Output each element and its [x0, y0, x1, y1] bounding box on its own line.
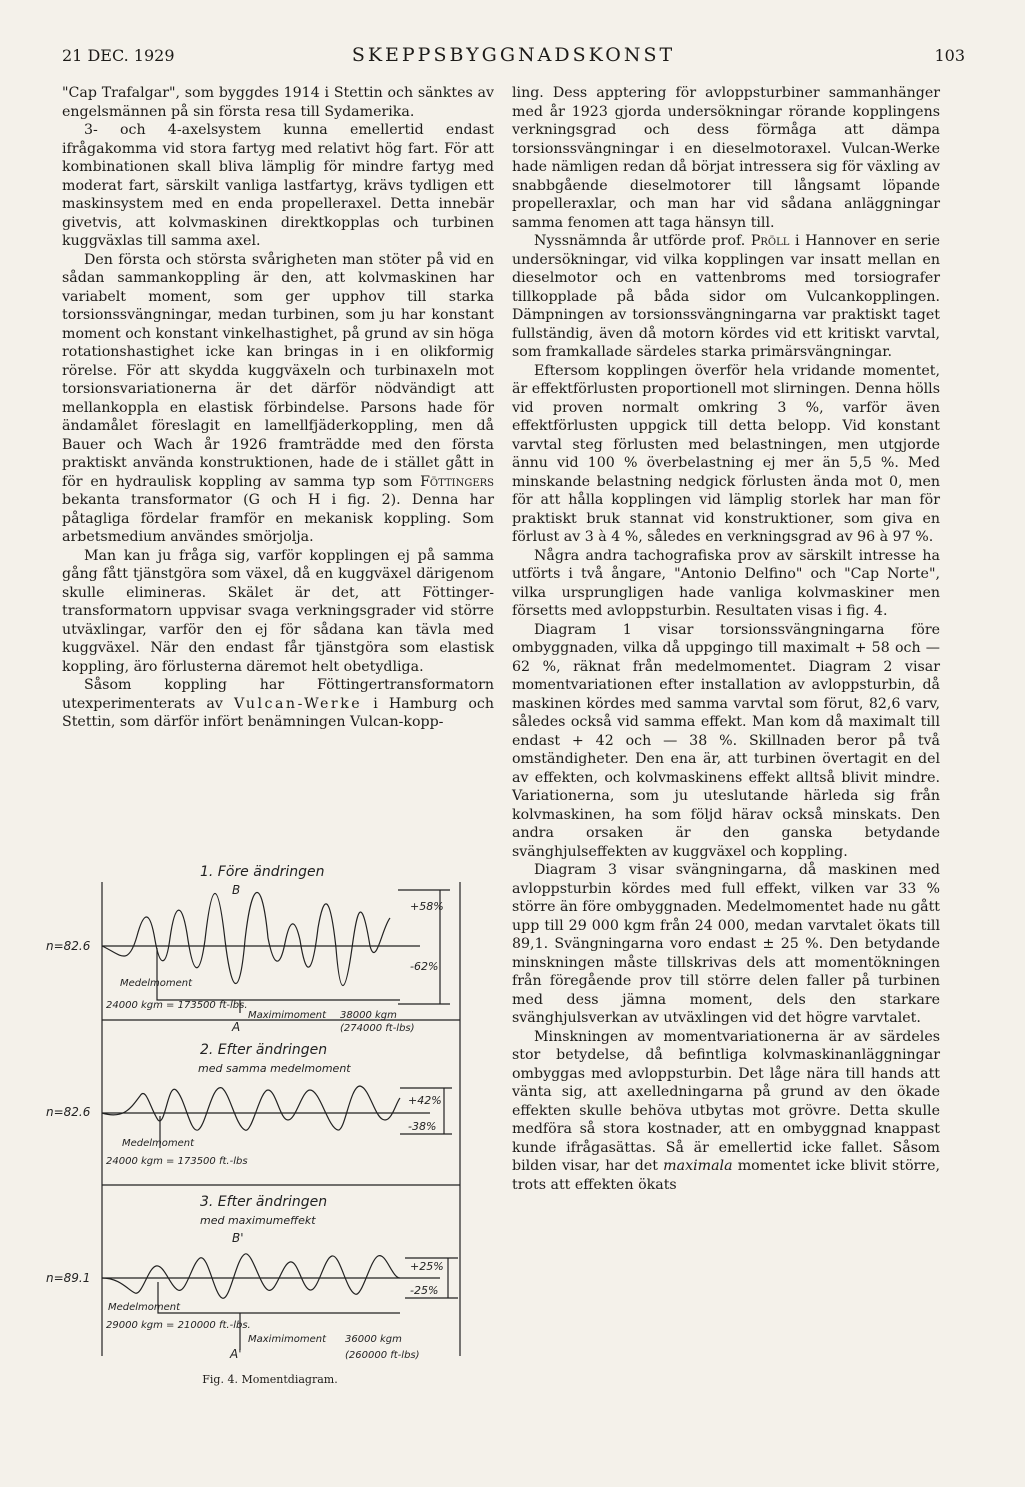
page-number: 103 [934, 46, 965, 65]
medel-value-3: 29000 kgm = 210000 ft.-lbs. [106, 1320, 251, 1331]
torque-curve-2 [102, 1086, 400, 1130]
medel-label-2: Medelmoment [122, 1138, 195, 1149]
company-name: Vulcan-Werke [234, 695, 363, 712]
medel-leader-1 [157, 948, 400, 1000]
max-ft-3: (260000 ft-lbs) [345, 1350, 420, 1361]
paragraph: Eftersom kopplingen överför hela vridande momentet, är effektförlusten proportionell mot slirningen. Denna hölls vid proven normalt omkring 3 %, varför även effektförlusten uppgick till detta belopp. Vid konstant varvtal steg förlusten med belastningen, men utgjorde ännu vid 100 % överbelastning ej mer än 5,5 %. Med minskande belastning nedgick förlusten ända mot 0, men för att hålla kopplingen vid lämplig storlek har man för praktiskt bruk stannat vid konstruktioner, som giva en förlust av 3 à 4 %, således en verkningsgrad av 96 à 97 %. [512, 362, 940, 545]
paragraph: "Cap Trafalgar", som byggdes 1914 i Stettin och sänktes av engelsmännen på sin första resa till Sydamerika. [62, 85, 494, 120]
diagram-1-title: 1. Före ändringen [200, 864, 325, 880]
paragraph [512, 232, 940, 362]
right-column [512, 84, 940, 1194]
diagram-3-title: 3. Efter ändringen [200, 1194, 328, 1210]
mark-b-prime: B' [232, 1231, 244, 1245]
torque-curve-1 [102, 892, 390, 985]
medel-label-3: Medelmoment [108, 1302, 181, 1313]
medel-value-2: 24000 kgm = 173500 ft.-lbs [106, 1156, 248, 1167]
paragraph-text: Såsom koppling har Föttingertransformatorn utexperimenterats av [62, 677, 494, 712]
emphasis: maximala [663, 1158, 733, 1174]
n-label-1: n=82.6 [46, 939, 91, 953]
paragraph-text: Den första och största svårigheten man stöter på vid en sådan sammankoppling är den, att kolvmaskinen har variabelt moment, som ger upphov till starka torsionssvängningar, medan turbinen, som ju har konstant moment och konstant vinkelhastighet, på grund av sin höga rotationshastighet icke kan bringas in i en olikformig rörelse. För att skydda kuggväxeln och turbinaxeln mot torsionsvariationerna är det därför nödvändigt att mellankoppla en elastisk förbindelse. Parsons hade för ändamålet föreslagit en lamellfjäderkoppling, men då Bauer och Wach år 1926 framträdde med den första praktiskt använda konstruktionen, hade de i stället gått in för en hydraulisk koppling av samma typ som [62, 251, 494, 490]
max-ft-1: (274000 ft-lbs) [340, 1023, 415, 1034]
mark-a: A [232, 1020, 241, 1034]
minus-pct-3: -25% [410, 1284, 439, 1297]
minus-pct-1: -62% [410, 960, 439, 973]
plus-pct-3: +25% [410, 1260, 444, 1273]
n-label-2: n=82.6 [46, 1105, 91, 1119]
paragraph: 3- och 4-axelsystem kunna emellertid endast ifrågakomma vid stora fartyg med relativt hög fart. För att kombinationen skall bliva lämplig för mindre fartyg med moderat fart, särskilt vanliga lastfartyg, krävs tydligen ett maskinsystem med en enda propelleraxel. Detta innebär givetvis, att kolvmaskinen direktkopplas och turbinen kuggväxlas till samma axel. [62, 122, 494, 249]
diagram-2-title: 2. Efter ändringen [200, 1042, 328, 1058]
journal-title: SKEPPSBYGGNADSKONST [351, 44, 676, 66]
max-value-3: 36000 kgm [345, 1334, 402, 1345]
paragraph-text: i Hamburg och Stettin, som därför infört benämningen Vulcan-kopp- [62, 695, 494, 730]
page-header [62, 44, 965, 72]
mark-b: B [232, 883, 241, 897]
plus-pct-1: +58% [410, 900, 444, 913]
paragraph [62, 676, 494, 732]
left-column [62, 84, 494, 732]
diagram-2-subtitle: med samma medelmoment [198, 1062, 351, 1075]
paragraph-text: momentet icke blivit större, trots att effekten ökats [512, 1158, 940, 1193]
mark-a-prime: A' [230, 1347, 242, 1361]
issue-date: 21 DEC. 1929 [62, 46, 175, 65]
max-value-1: 38000 kgm [340, 1010, 397, 1021]
paragraph: ling. Dess apptering för avloppsturbiner sammanhänger med år 1923 gjorda undersökningar rörande kopplingens verkningsgrad och dess förmåga att dämpa torsionssvängningar i en dieselmotoraxel. Vulcan-Werke hade nämligen redan då börjat intressera sig för växling av snabbgående dieselmotorer till långsamt löpande propelleraxlar, och man har vid sådana anläggningar samma fenomen att taga hänsyn till. [512, 85, 940, 231]
paragraph-text: Nyssnämnda år utförde prof. [534, 233, 751, 249]
paragraph: Diagram 1 visar torsionssvängningarna före ombyggnaden, vilka då uppgingo till maximalt + 58 och — 62 %, räknat från medelmomentet. Diagram 2 visar momentvariationen efter installation av avloppsturbin, då maskinen kördes med samma varvtal som förut, 82,6 varv, således också vid samma effekt. Man kom då maximalt till endast + 42 och — 38 %. Skillnaden beror på två omständigheter. Den ena är, att turbinen övertagit en del av effekten, och kolvmaskinens effekt alltså blivit mindre. Variationerna, som ju uteslutande härleda sig från kolvmaskinen, ha som följd härav också minskats. Den andra orsaken är den ganska betydande svänghjulseffekten av kuggväxel och koppling. [512, 621, 940, 860]
person-name: Föttingers [420, 473, 494, 490]
n-label-3: n=89.1 [46, 1271, 91, 1285]
max-label-3: Maximimoment [248, 1334, 326, 1345]
paragraph [62, 251, 494, 547]
paragraph: Man kan ju fråga sig, varför kopplingen ej på samma gång fått tjänstgöra som växel, då en kuggväxel därigenom skulle elimineras. Skälet är det, att Föttinger-transformatorn uppvisar svaga verkningsgrader vid större utväxlingar, varför den ej för sådana kan tävla med kuggväxel. När den endast får tjänstgöra som elastisk koppling, äro förlusterna däremot helt obetydliga. [62, 547, 494, 675]
paragraph-text: bekanta transformator (G och H i fig. 2). Denna har påtagliga fördelar framför en mekanisk koppling. Som arbetsmedium användes smörjolja. [62, 492, 494, 545]
paragraph-text: Minskningen av momentvariationerna är av särdeles stor betydelse, då befintliga kolvmaskinanläggningar ombyggas med avloppsturbin. Det låge nära till hands att vänta sig, att axelledningarna på grund av den ökade effekten skulle behöva utbytas mot grövre. Detta skulle medföra så stora kostnader, att en ombyggnad knappast kunde ifrågasättas. Så är emellertid icke fallet. Såsom bilden visar, har det [512, 1028, 940, 1174]
medel-leader-3 [158, 1282, 400, 1313]
paragraph-text: i Hannover en serie undersökningar, vid vilka kopplingen var insatt mellan en dieselmotor och en vattenbroms med torsiografer tillkopplade på båda sidor om Vulcankopplingen. Dämpningen av torsionssvängningarna var praktiskt taget fullständig, även då motorn kördes vid ett kritiskt varvtal, som framkallade särdeles starka primärsvängningar. [512, 233, 940, 360]
minus-pct-2: -38% [408, 1120, 437, 1133]
moment-diagram-svg [40, 858, 500, 1373]
paragraph: Diagram 3 visar svängningarna, då maskinen med avloppsturbin kördes med full effekt, vilken var 33 % större än före ombyggnaden. Medelmomentet hade nu gått upp till 29 000 kgm från 24 000, medan varvtalet ökats till 89,1. Svängningarna voro endast ± 25 %. Den betydande minskningen måste tillskrivas dels att momentökningen från föregående prov till större delen faller på turbinen med dess jämna moment, dels den starkare svänghjulsverkan av utväxlingen vid det högre varvtalet. [512, 862, 940, 1026]
moment-diagram-figure [40, 858, 500, 1393]
medel-value-1: 24000 kgm = 173500 ft-lbs. [106, 1000, 248, 1011]
medel-label-1: Medelmoment [120, 978, 193, 989]
paragraph: Några andra tachografiska prov av särskilt intresse ha utförts i två ångare, "Antonio Delfino" och "Cap Norte", vilka ursprungligen hade vanliga kolvmaskiner men försetts med avloppsturbin. Resultaten visas i fig. 4. [512, 547, 940, 619]
paragraph [512, 1028, 940, 1195]
torque-curve-3 [102, 1254, 400, 1298]
diagram-3-subtitle: med maximumeffekt [200, 1214, 316, 1227]
max-label-1: Maximimoment [248, 1010, 326, 1021]
plus-pct-2: +42% [408, 1094, 442, 1107]
person-name: Pröll [750, 233, 790, 249]
figure-caption: Fig. 4. Momentdiagram. [202, 1373, 338, 1386]
